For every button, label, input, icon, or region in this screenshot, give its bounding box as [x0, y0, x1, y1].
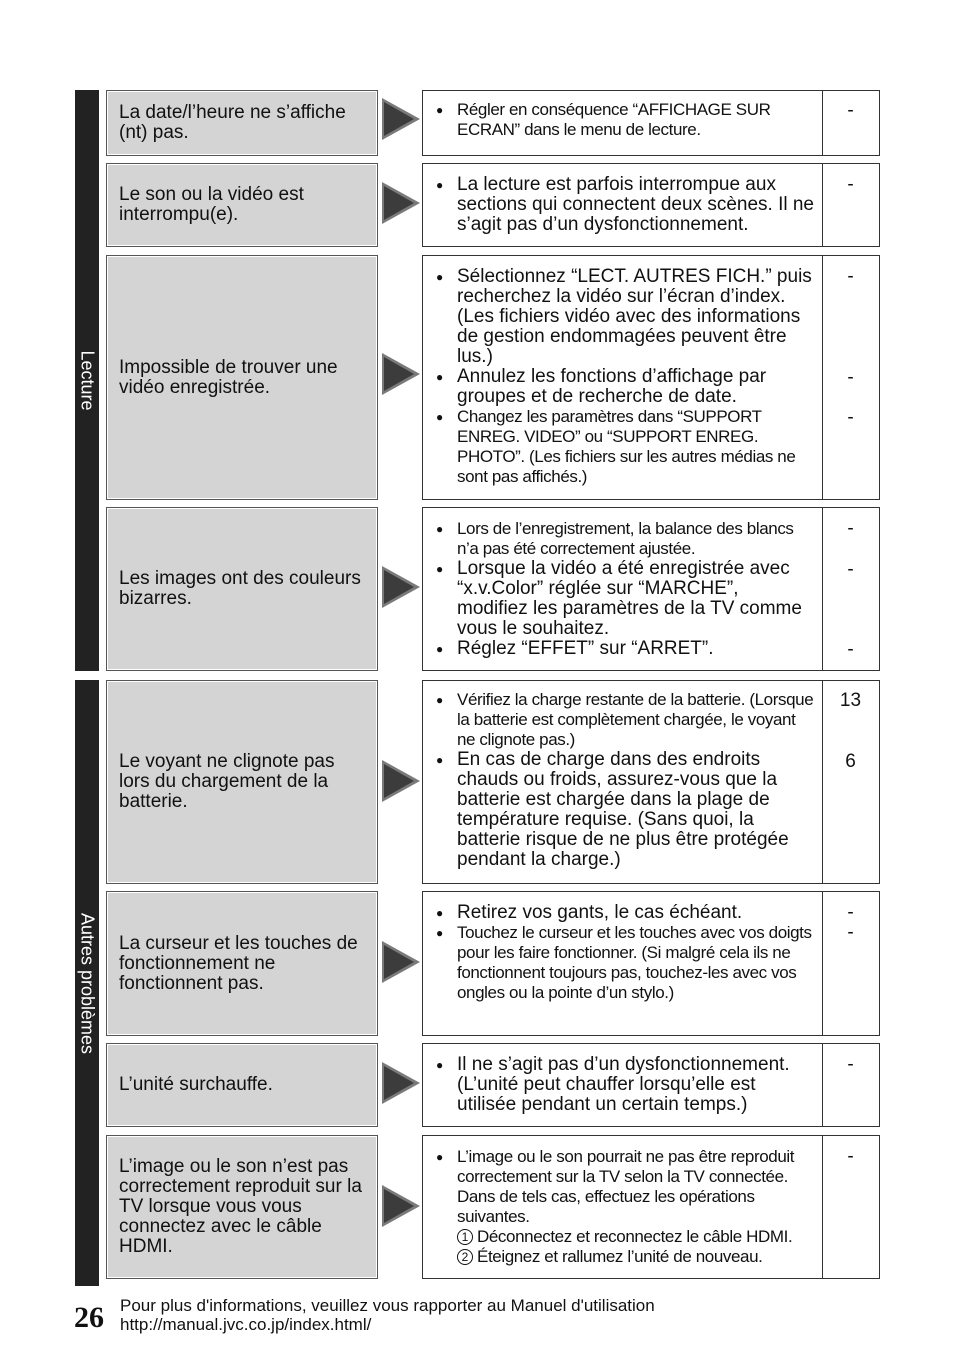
step-text: Éteignez et rallumez l’unité de nouveau. — [477, 1247, 763, 1266]
problem-cell — [106, 1135, 378, 1279]
page-ref: 13 — [839, 690, 862, 711]
page-ref: - — [847, 100, 854, 121]
problem-text: Les images ont des couleurs bizarres. — [119, 568, 361, 609]
solution-item: ● Réglez “EFFET” sur “ARRET”. — [435, 639, 814, 659]
solution-item: ● Sélectionnez “LECT. AUTRES FICH.” puis recherchez la vidéo sur l’écran d’index. (Les fichiers vidéo avec des informations de gestion endommagées peuvent être lus.) — [435, 267, 814, 367]
solution-item: ● Annulez les fonctions d’affichage par groupes et de recherche de date. — [435, 367, 814, 407]
page-ref-cell — [822, 91, 879, 155]
solution-cell — [422, 1043, 880, 1127]
section-label: Lecture — [77, 350, 98, 411]
problem-text: L’unité surchauffe. — [119, 1074, 273, 1095]
page-ref: - — [847, 559, 854, 580]
arrow-icon — [382, 941, 420, 983]
page-ref: - — [847, 1054, 854, 1075]
problem-text: L’image ou le son n’est pas correctement reproduit sur la TV lorsque vous vous connectez avec le câble HDMI. — [119, 1156, 362, 1257]
page-number: 26 — [74, 1301, 104, 1334]
page-ref-cell — [822, 256, 879, 499]
page-ref-cell — [822, 1044, 879, 1126]
problem-cell — [106, 1043, 378, 1127]
step-text: Déconnectez et reconnectez le câble HDMI. — [477, 1227, 793, 1246]
page-ref: - — [847, 266, 854, 287]
page-ref: - — [847, 174, 854, 195]
page-ref-cell — [822, 164, 879, 246]
step-item — [435, 1247, 814, 1267]
solution-cell — [422, 891, 880, 1036]
page-ref: - — [847, 902, 854, 923]
section-label: Autres problèmes — [77, 912, 98, 1055]
page-ref: - — [847, 1146, 854, 1167]
section-tab-lecture — [75, 90, 99, 671]
page-ref-cell — [822, 681, 879, 883]
arrow-icon — [382, 182, 420, 224]
problem-text: La curseur et les touches de fonctionnement ne fonctionnent pas. — [119, 932, 358, 994]
arrow-icon — [382, 566, 420, 608]
solution-item: ● Changez les paramètres dans “SUPPORT ENREG. VIDEO” ou “SUPPORT ENREG. PHOTO”. (Les fichiers sur les autres médias ne sont pas affichés.) — [435, 407, 814, 487]
solution-item: ● Régler en conséquence “AFFICHAGE SUR ECRAN” dans le menu de lecture. — [435, 100, 814, 140]
solution-cell — [422, 680, 880, 884]
problem-cell — [106, 255, 378, 500]
arrow-icon — [382, 1062, 420, 1104]
page-ref: - — [847, 407, 854, 428]
solution-item: ● En cas de charge dans des endroits chauds ou froids, assurez-vous que la batterie est chargée dans la plage de température requise. (Sans quoi, la batterie risque de ne plus être protégée pendant la charge.) — [435, 750, 814, 870]
arrow-icon — [382, 98, 420, 140]
problem-text: Le voyant ne clignote pas lors du chargement de la batterie. — [119, 751, 335, 812]
section-tab-autres — [75, 680, 99, 1286]
page-ref-cell — [822, 1136, 879, 1278]
problem-cell — [106, 507, 378, 671]
problem-cell — [106, 163, 378, 247]
step-number: 1 — [457, 1229, 473, 1245]
step-item — [435, 1227, 814, 1247]
problem-text: Le son ou la vidéo est interrompu(e). — [119, 184, 304, 225]
solution-item: ● Il ne s’agit pas d’un dysfonctionnement. (L’unité peut chauffer lorsqu’elle est utilisée pendant un certain temps.) — [435, 1055, 814, 1115]
solution-cell — [422, 255, 880, 500]
solution-cell — [422, 163, 880, 247]
problem-cell — [106, 891, 378, 1036]
footer-note — [120, 1296, 655, 1334]
solution-item: ● Lors de l’enregistrement, la balance des blancs n’a pas été correctement ajustée. — [435, 519, 814, 559]
arrow-icon — [382, 760, 420, 802]
step-number: 2 — [457, 1249, 473, 1265]
arrow-icon — [382, 1185, 420, 1227]
page-ref-cell — [822, 508, 879, 670]
footer-url[interactable]: http://manual.jvc.co.jp/index.html/ — [120, 1315, 372, 1334]
page-ref: - — [847, 367, 854, 388]
page-ref: - — [847, 518, 854, 539]
problem-text: La date/l’heure ne s’affiche (nt) pas. — [119, 102, 346, 143]
page-ref-cell — [822, 892, 879, 1035]
problem-cell — [106, 680, 378, 884]
solution-item: ● Lorsque la vidéo a été enregistrée avec “x.v.Color” réglée sur “MARCHE”, modifiez les paramètres de la TV comme vous le souhaitez. — [435, 559, 814, 639]
solution-item: ● Retirez vos gants, le cas échéant. — [435, 903, 814, 923]
problem-cell — [106, 90, 378, 156]
solution-item: ● Vérifiez la charge restante de la batterie. (Lorsque la batterie est complètement chargée, le voyant ne clignote pas.) — [435, 690, 814, 750]
solution-cell — [422, 1135, 880, 1279]
problem-text: Impossible de trouver une vidéo enregistrée. — [119, 356, 338, 398]
footer-line: Pour plus d'informations, veuillez vous rapporter au Manuel d'utilisation — [120, 1296, 655, 1315]
arrow-icon — [382, 353, 420, 395]
solution-cell — [422, 90, 880, 156]
page-ref: - — [847, 639, 854, 660]
page-ref: 6 — [845, 751, 856, 772]
solution-cell — [422, 507, 880, 671]
page-ref: - — [847, 922, 854, 943]
solution-item: ● L’image ou le son pourrait ne pas être reproduit correctement sur la TV selon la TV connectée. Dans de tels cas, effectuez les opérations suivantes. — [435, 1147, 814, 1227]
solution-item: ● La lecture est parfois interrompue aux sections qui connectent deux scènes. Il ne s’agit pas d’un dysfonctionnement. — [435, 175, 814, 235]
solution-item: ● Touchez le curseur et les touches avec vos doigts pour les faire fonctionner. (Si malgré cela ils ne fonctionnent toujours pas, touchez-les avec vos ongles ou la pointe d’un stylo.) — [435, 923, 814, 1003]
